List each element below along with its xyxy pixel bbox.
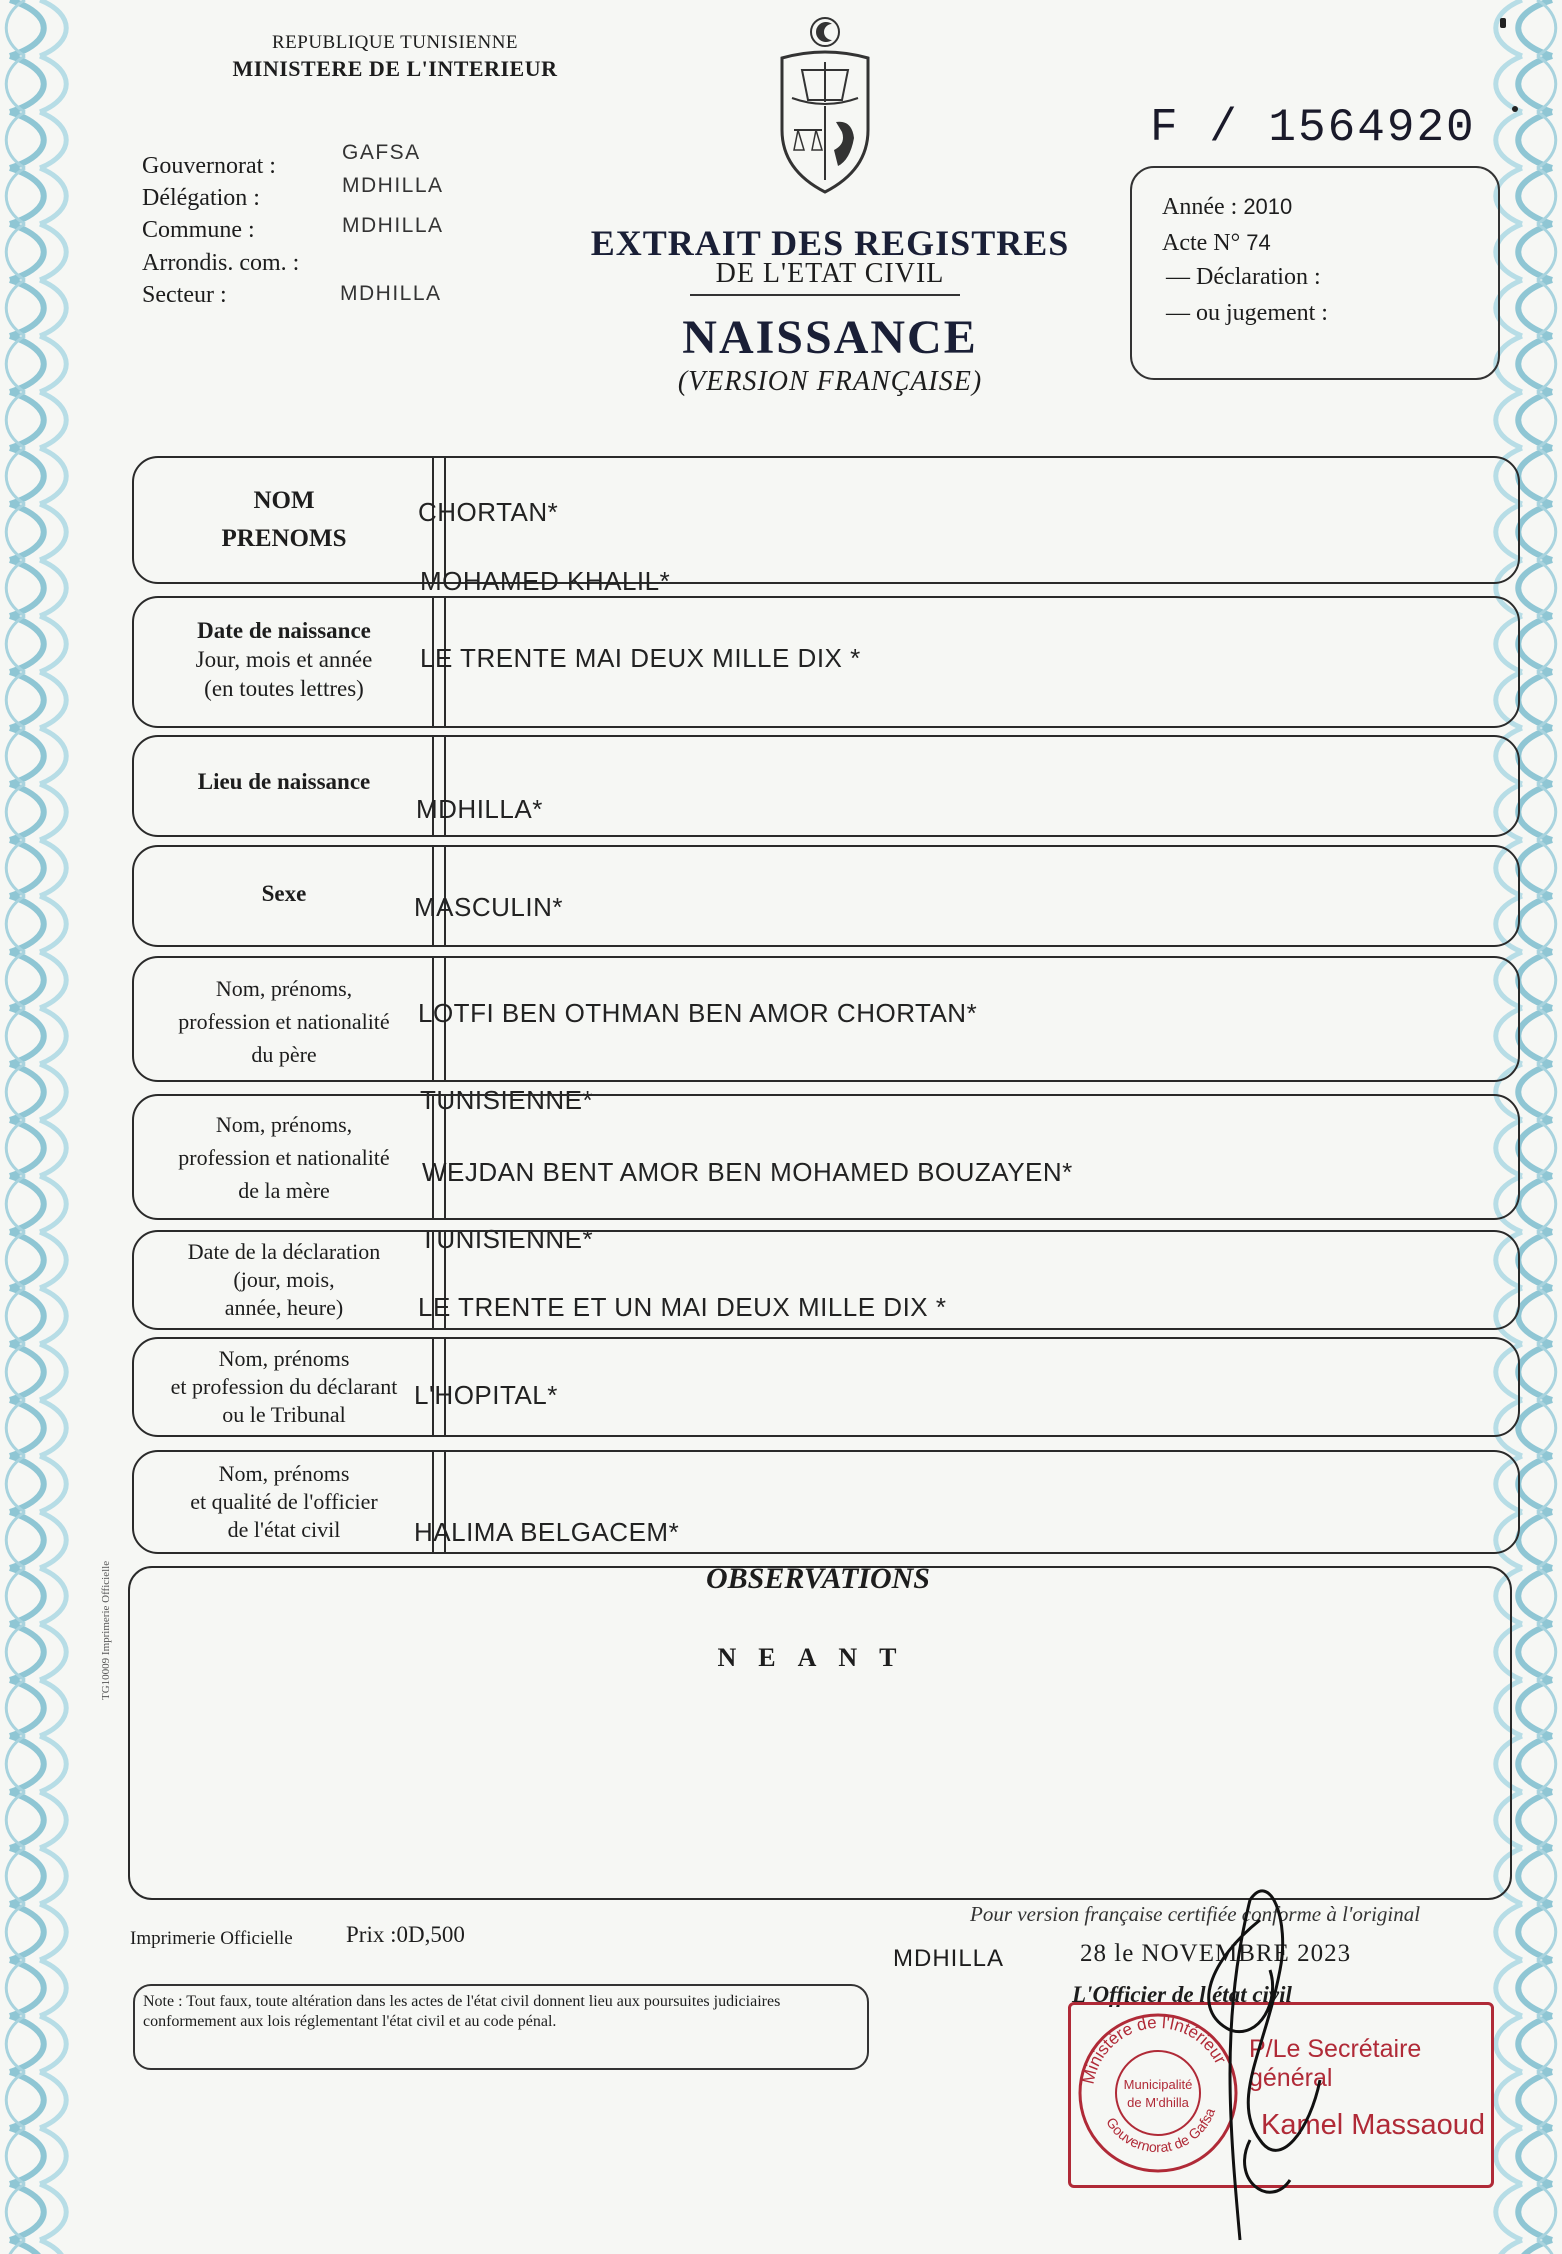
side-print-code: TG10009 Imprimerie Officielle xyxy=(100,1560,112,1700)
officier-label-line3: de l'état civil xyxy=(227,1517,341,1542)
row-nom-prenoms xyxy=(132,456,1520,584)
observations-box xyxy=(128,1566,1512,1900)
lieu-value: MDHILLA* xyxy=(416,794,543,824)
lieu-title: Lieu de naissance xyxy=(197,769,371,794)
title-divider xyxy=(690,294,960,296)
mere-label-line2: profession et nationalité xyxy=(178,1145,390,1170)
acte-number-label: Acte N° xyxy=(1162,230,1241,256)
mere-value: WEJDAN BENT AMOR BEN MOHAMED BOUZAYEN* xyxy=(422,1157,1073,1187)
officier-value: HALIMA BELGACEM* xyxy=(414,1517,680,1547)
speck xyxy=(1512,106,1518,112)
mere-label-line3: de la mère xyxy=(238,1178,330,1203)
seal-ring-text: Ministère de l'Intérieur xyxy=(1078,2012,1231,2086)
row-declarant xyxy=(132,1337,1520,1437)
date-declaration-label-line3: année, heure) xyxy=(224,1295,344,1320)
arrondissement-label: Arrondis. com. : xyxy=(142,250,300,276)
document-subtitle: DE L'ETAT CIVIL xyxy=(715,258,945,289)
sexe-label xyxy=(134,879,434,908)
declarant-label-line1: Nom, prénoms xyxy=(218,1346,350,1371)
sexe-value: MASCULIN* xyxy=(414,892,563,922)
nom-prenoms-label xyxy=(134,482,434,558)
commune-label: Commune : xyxy=(142,217,255,243)
row-officier xyxy=(132,1450,1520,1554)
date-naissance-title: Date de naissance xyxy=(197,618,371,643)
declarant-label xyxy=(134,1345,434,1429)
annee-line xyxy=(1162,194,1292,221)
issue-date: 28 le NOVEMBRE 2023 xyxy=(1080,1940,1352,1967)
issue-city: MDHILLA xyxy=(893,1945,1005,1972)
document-version: (VERSION FRANÇAISE) xyxy=(677,366,983,397)
date-declaration-label-line2: (jour, mois, xyxy=(233,1267,335,1292)
ministry-heading: MINISTERE DE L'INTERIEUR xyxy=(232,56,558,81)
delegation-label: Délégation : xyxy=(142,185,260,211)
declarant-label-line2: et profession du déclarant xyxy=(170,1374,398,1399)
date-naissance-label xyxy=(134,616,434,703)
pere-label-line3: du père xyxy=(251,1042,317,1067)
acte-number-value: 74 xyxy=(1246,230,1271,255)
pere-label-line2: profession et nationalité xyxy=(178,1009,390,1034)
declaration-line: — Déclaration : xyxy=(1166,264,1321,290)
nom-label: NOM xyxy=(253,487,315,514)
prenoms-value: MOHAMED KHALIL* xyxy=(420,566,671,596)
acte-number-line xyxy=(1162,230,1271,257)
prenoms-label: PRENOMS xyxy=(221,525,347,552)
mere-label-line1: Nom, prénoms, xyxy=(215,1112,353,1137)
acte-box xyxy=(1130,166,1500,380)
delegation-value: MDHILLA xyxy=(342,174,444,197)
pere-label-line1: Nom, prénoms, xyxy=(215,976,353,1001)
legal-note-box xyxy=(133,1984,869,2070)
nom-value: CHORTAN* xyxy=(418,497,559,527)
secretary-name: Kamel Massaoud xyxy=(1261,2109,1486,2141)
commune-value: MDHILLA xyxy=(342,214,444,237)
annee-value: 2010 xyxy=(1243,194,1293,219)
reference-number: F / 1564920 xyxy=(1150,102,1476,154)
handwritten-signature xyxy=(1170,1880,1340,2250)
pere-label xyxy=(134,972,434,1071)
officier-label-line2: et qualité de l'officier xyxy=(190,1489,378,1514)
row-sexe xyxy=(132,845,1520,947)
mere-label xyxy=(134,1108,434,1207)
sexe-title: Sexe xyxy=(261,881,307,906)
certification-text: Pour version française certifiée conforme à l'original xyxy=(970,1902,1421,1926)
seal-bottom-text: Gouvernorat de Gafsa xyxy=(1103,2105,1219,2156)
date-declaration-label xyxy=(134,1238,434,1322)
republic-heading: REPUBLIQUE TUNISIENNE xyxy=(271,32,519,53)
declarant-label-line3: ou le Tribunal xyxy=(222,1402,346,1427)
jugement-line: — ou jugement : xyxy=(1166,300,1328,326)
gouvernorat-label: Gouvernorat : xyxy=(142,153,276,179)
mere-nationality: TUNISIENNE* xyxy=(420,1224,594,1254)
speck xyxy=(1500,18,1506,28)
document-type: NAISSANCE xyxy=(682,311,978,364)
secretary-title: P/Le Secrétaire général xyxy=(1249,2035,1422,2092)
document-title: EXTRAIT DES REGISTRES xyxy=(590,223,1070,263)
annee-label: Année : xyxy=(1162,194,1238,220)
coat-of-arms-icon xyxy=(762,10,888,196)
pere-nationality: TUNISIENNE* xyxy=(420,1085,594,1115)
officier-label xyxy=(134,1460,434,1544)
observations-value: NEANT xyxy=(717,1643,919,1672)
officier-label-line1: Nom, prénoms xyxy=(218,1461,350,1486)
seal-center-line2: de M'dhilla xyxy=(1127,2095,1189,2110)
left-wave-border xyxy=(0,0,90,2254)
officier-title: L'Officier de l'état civil xyxy=(1072,1982,1292,2007)
seal-center-line1: Municipalité xyxy=(1123,2077,1193,2092)
date-naissance-hint2: (en toutes lettres) xyxy=(204,676,364,701)
prix-value: Prix :0D,500 xyxy=(346,1922,465,1947)
date-naissance-hint: Jour, mois et année xyxy=(195,647,373,672)
observations-title: OBSERVATIONS xyxy=(706,1562,930,1595)
pere-value: LOTFI BEN OTHMAN BEN AMOR CHORTAN* xyxy=(418,998,978,1028)
gouvernorat-value: GAFSA xyxy=(342,141,421,164)
legal-note-text: Note : Tout faux, toute altération dans les actes de l'état civil donnent lieu aux poursuites judiciaires conformement aux lois réglementant l'état civil et au code pénal. xyxy=(143,1993,781,2030)
secteur-label: Secteur : xyxy=(142,282,227,308)
row-lieu-naissance xyxy=(132,735,1520,837)
date-declaration-value: LE TRENTE ET UN MAI DEUX MILLE DIX * xyxy=(418,1292,947,1322)
declarant-value: L'HOPITAL* xyxy=(414,1380,558,1410)
imprimerie-label: Imprimerie Officielle xyxy=(130,1928,293,1949)
date-naissance-value: LE TRENTE MAI DEUX MILLE DIX * xyxy=(420,643,861,673)
secteur-value: MDHILLA xyxy=(340,282,442,305)
lieu-label xyxy=(134,767,434,796)
date-declaration-label-line1: Date de la déclaration xyxy=(187,1239,381,1264)
